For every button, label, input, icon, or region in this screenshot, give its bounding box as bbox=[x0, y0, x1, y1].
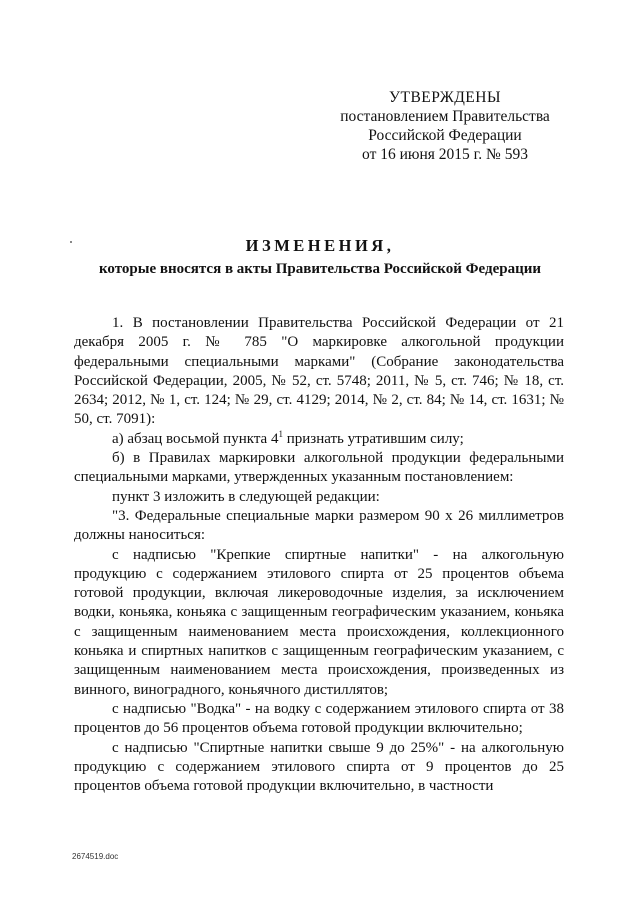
approval-decree-line: постановлением Правительства bbox=[340, 108, 550, 125]
superscript: 1 bbox=[278, 428, 283, 439]
approval-country-line: Российской Федерации bbox=[368, 127, 522, 144]
paragraph-3: б) в Правилах маркировки алкогольной продукции федеральными специальными марками, утвержденных указанным постановлением: bbox=[74, 450, 564, 486]
document-subtitle: которые вносятся в акты Правительства Российской Федерации bbox=[98, 261, 542, 277]
document-title: ИЗМЕНЕНИЯ, bbox=[245, 236, 395, 255]
approval-heading: УТВЕРЖДЕНЫ bbox=[389, 89, 501, 106]
paragraph-2 bbox=[74, 430, 564, 449]
paragraph-1: 1. В постановлении Правительства Российской Федерации от 21 декабря 2005 г. № 785 "О маркировке алкогольной продукции федеральными специальными марками" (Собрание законодательства Российской Федерации, 2005, № 52, ст. 5748; 2011, № 5, ст. 746; № 18, ст. 2634; 2012, № 1, ст. 124; № 29, ст. 4129; 2014, № 2, ст. 84; № 14, ст. 1631; № 50, ст. 7091): bbox=[74, 315, 564, 428]
approval-date-line: от 16 июня 2015 г. № 593 bbox=[362, 146, 528, 163]
paragraph-6: с надписью "Крепкие спиртные напитки" - на алкогольную продукцию с содержанием этилового спирта от 25 процентов объема готовой продукции, включая ликероводочные изделия, за исключением водки, коньяка, коньяка с защищенным географическим указанием, коньяка с защищенным наименованием места происхождения, коллекционного коньяка и спиртных напитков с защищенным географическим указанием, с защищенным наименованием места происхождения, произведенных из винного, виноградного, коньячного дистиллятов; bbox=[74, 546, 564, 698]
paragraph-2-start: а) абзац восьмой пункта 4 bbox=[112, 430, 279, 447]
paragraph-5: "3. Федеральные специальные марки размером 90 х 26 миллиметров должны наноситься: bbox=[74, 507, 564, 544]
document-body bbox=[74, 314, 564, 796]
paragraph-8: с надписью "Спиртные напитки свыше 9 до 25%" - на алкогольную продукцию с содержанием этилового спирта от 9 процентов до 25 процентов объема готовой продукции включительно, в частности bbox=[74, 739, 564, 795]
file-name-footer: 2674519.doc bbox=[72, 852, 119, 861]
paragraph-4: пункт 3 изложить в следующей редакции: bbox=[112, 488, 380, 505]
paragraph-7: с надписью "Водка" - на водку с содержанием этилового спирта от 38 процентов до 56 процентов объема готовой продукции включительно; bbox=[74, 700, 564, 737]
approval-stamp bbox=[330, 88, 560, 164]
paragraph-2-end: признать утратившим силу; bbox=[282, 430, 464, 447]
